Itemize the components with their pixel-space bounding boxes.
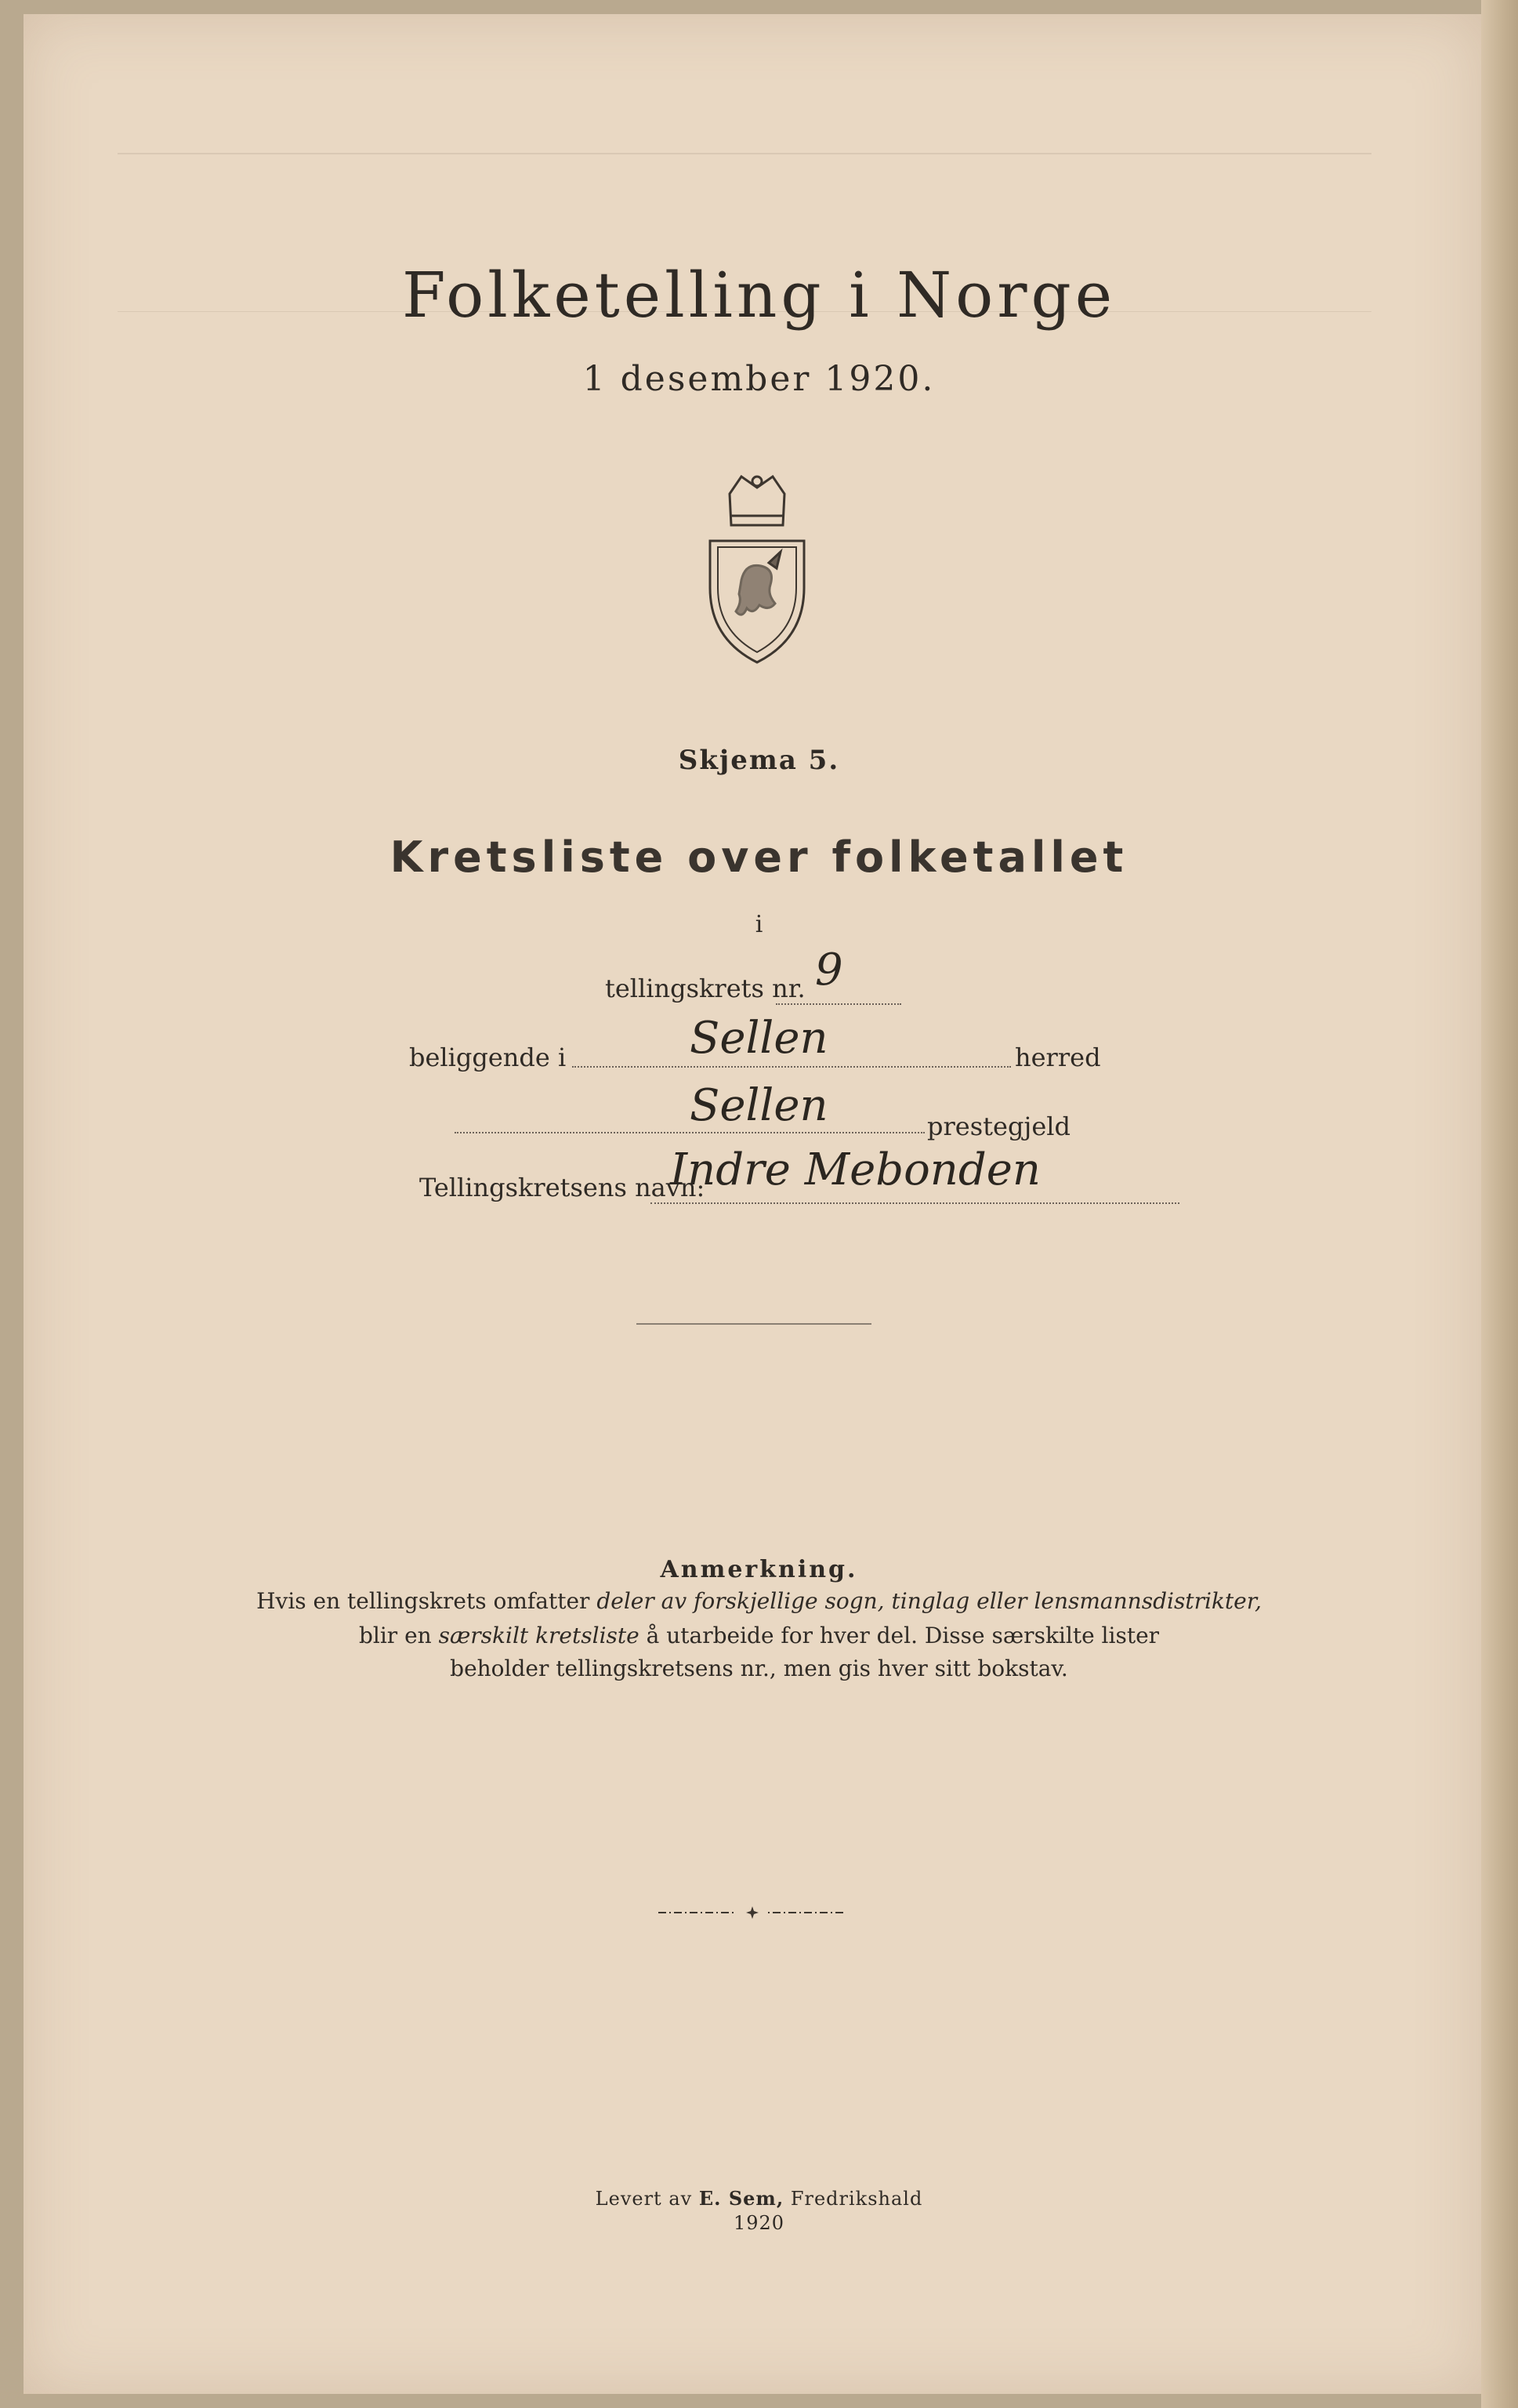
tellingskrets-value: 9: [815, 945, 843, 995]
connector-word: i: [755, 911, 763, 938]
note-title: Anmerkning.: [660, 1556, 858, 1583]
document-title: Folketelling i Norge: [401, 259, 1117, 332]
herred-line: [572, 1066, 1011, 1068]
tellingskrets-label: tellingskrets nr.: [605, 974, 806, 1003]
navn-label: Tellingskretsens navn:: [419, 1173, 705, 1202]
prestegjeld-value: Sellen: [690, 1080, 828, 1131]
navn-value: Indre Mebonden: [670, 1144, 1041, 1195]
form-heading: Kretsliste over folketallet: [389, 832, 1129, 882]
printer-line: Levert av E. Sem, Fredrikshald: [595, 2187, 923, 2210]
schema-number: Skjema 5.: [678, 745, 840, 776]
separator-line: [636, 1323, 871, 1325]
printer-year: 1920: [733, 2212, 785, 2234]
tellingskrets-line: [776, 1003, 901, 1005]
note-line-3: beholder tellingskretsens nr., men gis hver sitt bokstav.: [450, 1656, 1068, 1681]
prestegjeld-label: prestegjeld: [927, 1112, 1071, 1141]
note-line-2: blir en særskilt kretsliste å utarbeide for hver del. Disse særskilte lister: [358, 1623, 1160, 1648]
note-line-1: Hvis en tellingskrets omfatter deler av forskjellige sogn, tinglag eller lensmannsdistrikter,: [256, 1588, 1262, 1614]
beliggende-label: beliggende i: [409, 1043, 567, 1072]
herred-value: Sellen: [690, 1013, 828, 1064]
ornament-divider-icon: [658, 1905, 846, 1920]
prestegjeld-line: [455, 1132, 925, 1133]
document-date: 1 desember 1920.: [582, 359, 936, 399]
herred-label: herred: [1015, 1043, 1101, 1072]
navn-line: [650, 1202, 1179, 1204]
norway-coat-of-arms-icon: [698, 470, 816, 668]
